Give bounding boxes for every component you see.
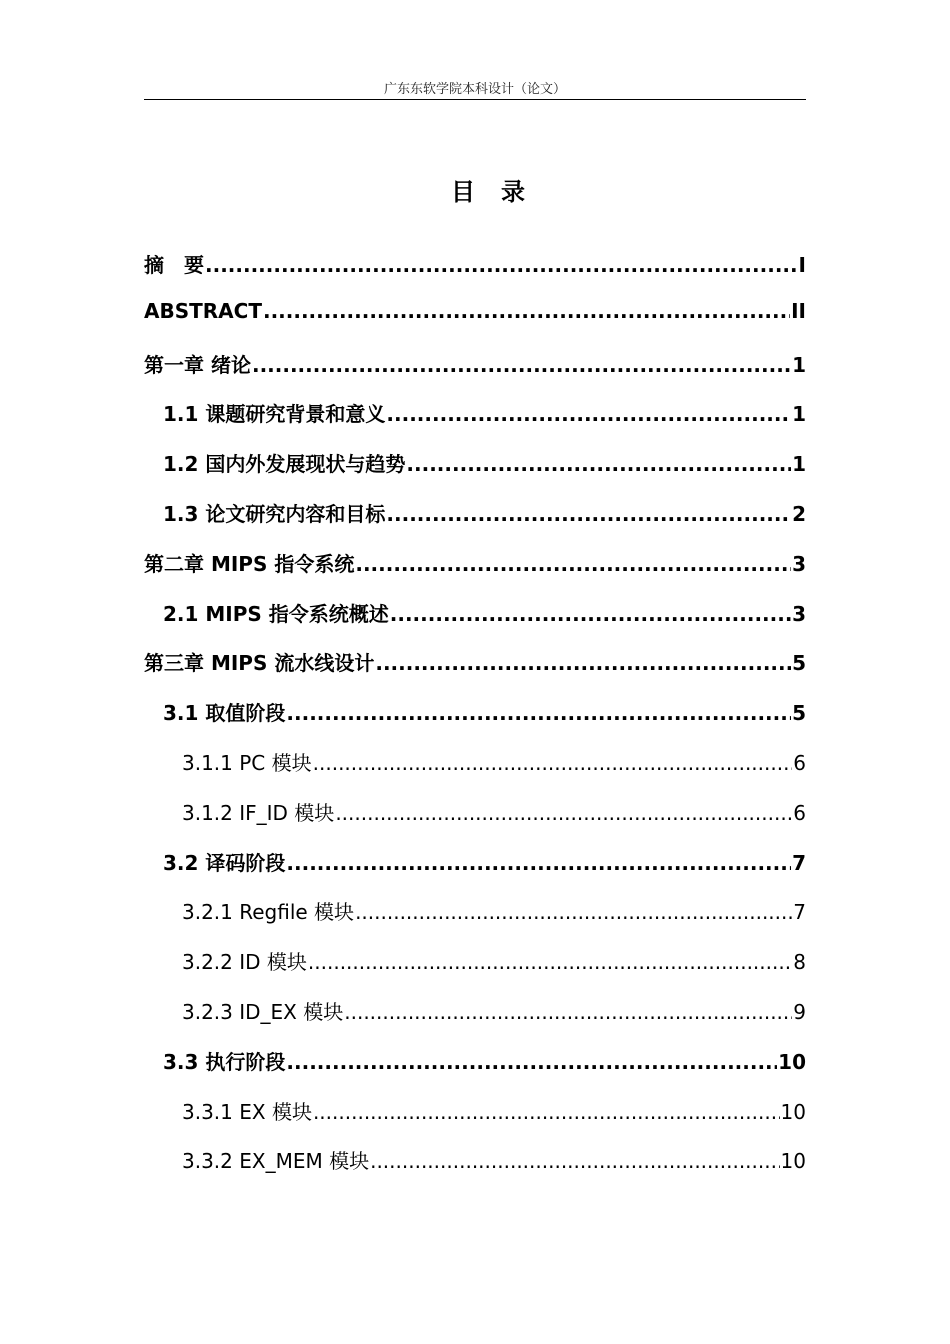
toc-entry-page: 8 (793, 950, 806, 975)
toc-dot-leader (390, 602, 791, 626)
toc-entry-label: 3.2.1 Regfile 模块 (182, 900, 355, 925)
toc-dot-leader (386, 502, 791, 526)
toc-entry[interactable] (144, 1046, 806, 1096)
toc-entry-page: 9 (793, 999, 806, 1024)
toc-entry[interactable] (144, 896, 806, 946)
toc-entry-page: II (791, 298, 806, 323)
toc-entry[interactable] (144, 448, 806, 498)
toc-entry[interactable] (144, 1096, 806, 1146)
toc-dot-leader (286, 1050, 777, 1074)
toc-dot-leader (263, 299, 790, 323)
toc-entry[interactable] (144, 548, 806, 598)
toc-entry[interactable] (144, 647, 806, 697)
toc-entry[interactable] (144, 299, 806, 349)
toc-entry[interactable] (144, 498, 806, 548)
page-title: 目录 (451, 178, 551, 206)
toc-entry-label: 第二章 MIPS 指令系统 (144, 551, 355, 576)
toc-dot-leader (313, 1100, 780, 1124)
toc-entry[interactable] (144, 996, 806, 1046)
toc-dot-leader (252, 353, 791, 377)
toc-dot-leader (344, 1000, 792, 1024)
toc-entry-page: 5 (792, 701, 806, 726)
toc-dot-leader (355, 552, 791, 576)
toc-entry[interactable] (144, 398, 806, 448)
toc-entry-page: 10 (778, 1049, 806, 1074)
toc-entry-label: 第一章 绪论 (144, 352, 251, 377)
toc-entry[interactable] (144, 747, 806, 797)
toc-entry-label: 3.3.1 EX 模块 (182, 1099, 312, 1124)
toc-entry-page: 6 (793, 800, 806, 825)
toc-entry-page: I (798, 253, 806, 277)
header-rule (144, 99, 806, 100)
toc-entry-page: 5 (792, 651, 806, 676)
toc-entry-label: 1.1 课题研究背景和意义 (163, 402, 386, 427)
toc-entry-label: 3.3.2 EX_MEM 模块 (182, 1149, 370, 1174)
toc-dot-leader (386, 402, 791, 426)
toc-entry-page: 3 (792, 551, 806, 576)
toc-entry-label: 3.2.2 ID 模块 (182, 950, 307, 975)
toc-entry-page: 1 (792, 452, 806, 477)
toc-entry[interactable] (144, 1145, 806, 1195)
running-header: 广东东软学院本科设计（论文） (383, 82, 566, 97)
toc-entry-label: ABSTRACT (144, 298, 262, 323)
toc-entry-page: 10 (780, 1149, 806, 1174)
toc-entry[interactable] (144, 349, 806, 399)
toc-entry-label: 1.3 论文研究内容和目标 (163, 501, 386, 526)
toc-entry-page: 7 (792, 850, 806, 875)
toc-entry-label: 3.3 执行阶段 (163, 1049, 286, 1074)
toc-entry-label: 3.1 取值阶段 (163, 701, 286, 726)
toc-entry-label: 3.1.1 PC 模块 (182, 750, 312, 775)
toc-entry-label: 3.2.3 ID_EX 模块 (182, 999, 344, 1024)
toc-dot-leader (308, 950, 792, 974)
toc-dot-leader (375, 651, 791, 675)
toc-entry-label: 2.1 MIPS 指令系统概述 (163, 601, 389, 626)
toc-entry-label: 摘 要 (144, 253, 204, 277)
toc-dot-leader (370, 1149, 779, 1173)
toc-dot-leader (335, 801, 792, 825)
toc-entry-label: 3.1.2 IF_ID 模块 (182, 800, 335, 825)
toc-entry-page: 3 (792, 601, 806, 626)
toc-entry[interactable] (144, 598, 806, 648)
toc-entry-page: 7 (793, 900, 806, 925)
toc-entry-page: 1 (792, 352, 806, 377)
toc-entry[interactable] (144, 847, 806, 897)
toc-dot-leader (406, 452, 791, 476)
toc-dot-leader (355, 900, 792, 924)
toc-entry[interactable] (144, 946, 806, 996)
toc-dot-leader (313, 751, 793, 775)
toc-entry-label: 1.2 国内外发展现状与趋势 (163, 452, 406, 477)
table-of-contents (144, 249, 806, 1195)
toc-entry[interactable] (144, 697, 806, 747)
toc-entry-label: 3.2 译码阶段 (163, 850, 286, 875)
toc-entry[interactable] (144, 249, 806, 299)
toc-entry-page: 6 (793, 750, 806, 775)
toc-entry-label: 第三章 MIPS 流水线设计 (144, 651, 375, 676)
toc-dot-leader (205, 253, 798, 277)
toc-entry-page: 1 (792, 402, 806, 427)
toc-entry-page: 2 (792, 501, 806, 526)
toc-dot-leader (286, 851, 791, 875)
toc-entry[interactable] (144, 797, 806, 847)
toc-dot-leader (286, 701, 791, 725)
toc-entry-page: 10 (780, 1099, 806, 1124)
